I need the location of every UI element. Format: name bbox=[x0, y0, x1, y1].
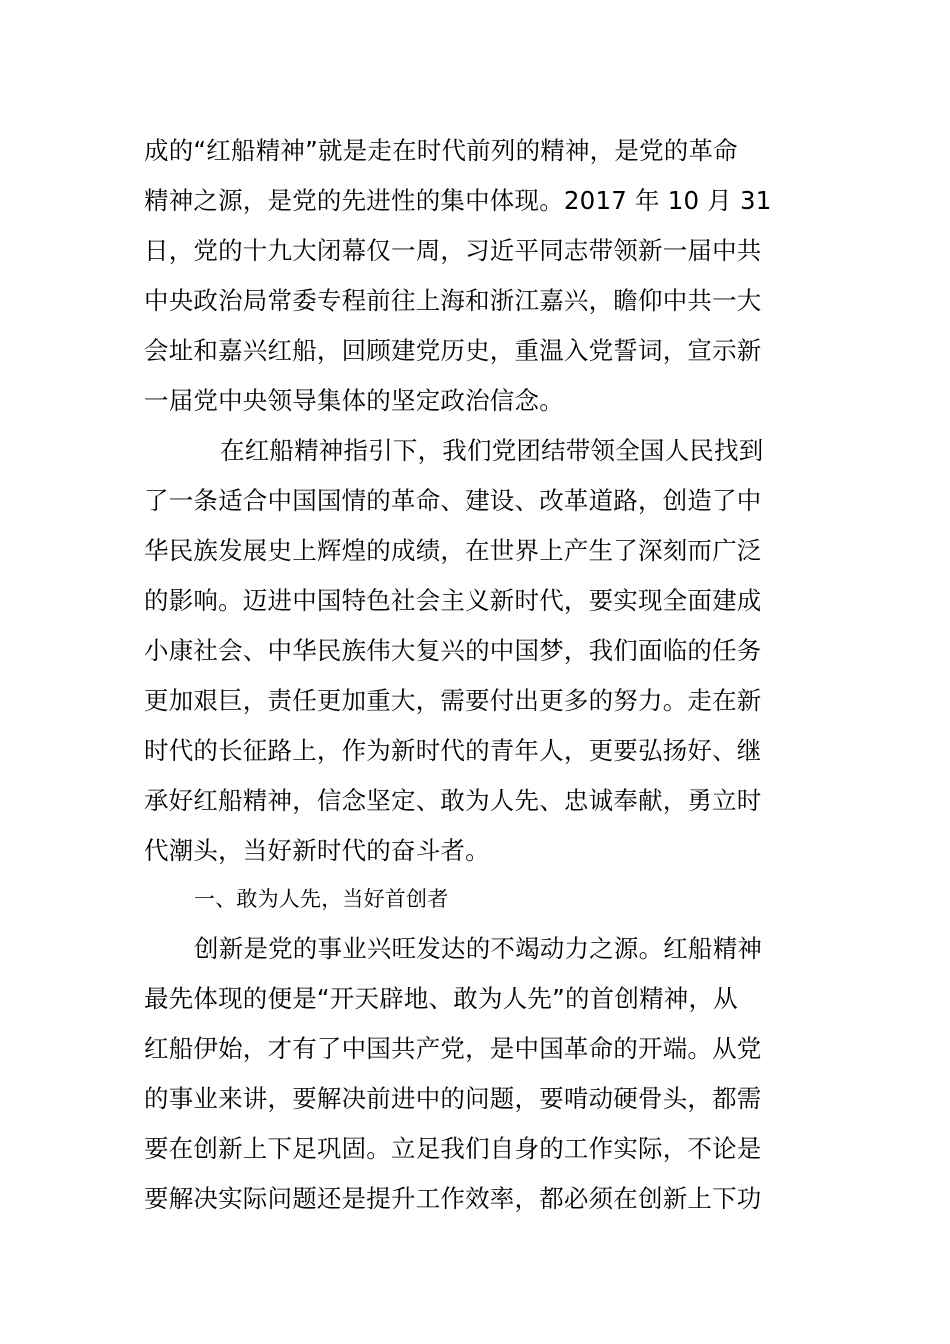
paragraph-line: 时代的长征路上，作为新时代的青年人，更要弘扬好、继 bbox=[144, 736, 762, 765]
paragraph-line: 小康社会、中华民族伟大复兴的中国梦，我们面临的任务 bbox=[144, 636, 762, 665]
paragraph-line: 中央政治局常委专程前往上海和浙江嘉兴，瞻仰中共一大 bbox=[144, 286, 762, 315]
paragraph-line: 在红船精神指引下，我们党团结带领全国人民找到 bbox=[220, 436, 764, 465]
paragraph-line: 一届党中央领导集体的坚定政治信念。 bbox=[144, 386, 564, 415]
paragraph-line: 成的“红船精神”就是走在时代前列的精神，是党的革命 bbox=[144, 136, 738, 165]
section-heading: 一、敢为人先，当好首创者 bbox=[194, 887, 449, 911]
paragraph-line: 红船伊始，才有了中国共产党，是中国革命的开端。从党 bbox=[144, 1034, 762, 1063]
paragraph-line: 要解决实际问题还是提升工作效率，都必须在创新上下功 bbox=[144, 1184, 762, 1213]
paragraph-line: 承好红船精神，信念坚定、敢为人先、忠诚奉献，勇立时 bbox=[144, 786, 762, 815]
paragraph-line: 的事业来讲，要解决前进中的问题，要啃动硬骨头，都需 bbox=[144, 1084, 762, 1113]
paragraph-line: 的影响。迈进中国特色社会主义新时代，要实现全面建成 bbox=[144, 586, 762, 615]
paragraph-line: 最先体现的便是“开天辟地、敢为人先”的首创精神，从 bbox=[144, 984, 738, 1013]
paragraph-line: 了一条适合中国国情的革命、建设、改革道路，创造了中 bbox=[144, 486, 762, 515]
paragraph-line: 日，党的十九大闭幕仅一周，习近平同志带领新一届中共 bbox=[144, 236, 762, 265]
paragraph-line: 会址和嘉兴红船，回顾建党历史，重温入党誓词，宣示新 bbox=[144, 336, 762, 365]
paragraph-line: 华民族发展史上辉煌的成绩，在世界上产生了深刻而广泛 bbox=[144, 536, 762, 565]
paragraph-line: 更加艰巨，责任更加重大，需要付出更多的努力。走在新 bbox=[144, 686, 762, 715]
paragraph-line: 要在创新上下足巩固。立足我们自身的工作实际，不论是 bbox=[144, 1134, 762, 1163]
paragraph-line: 精神之源，是党的先进性的集中体现。2017 年 10 月 31 bbox=[144, 186, 772, 215]
paragraph-line: 创新是党的事业兴旺发达的不竭动力之源。红船精神 bbox=[194, 934, 763, 963]
paragraph-line: 代潮头，当好新时代的奋斗者。 bbox=[144, 836, 490, 865]
